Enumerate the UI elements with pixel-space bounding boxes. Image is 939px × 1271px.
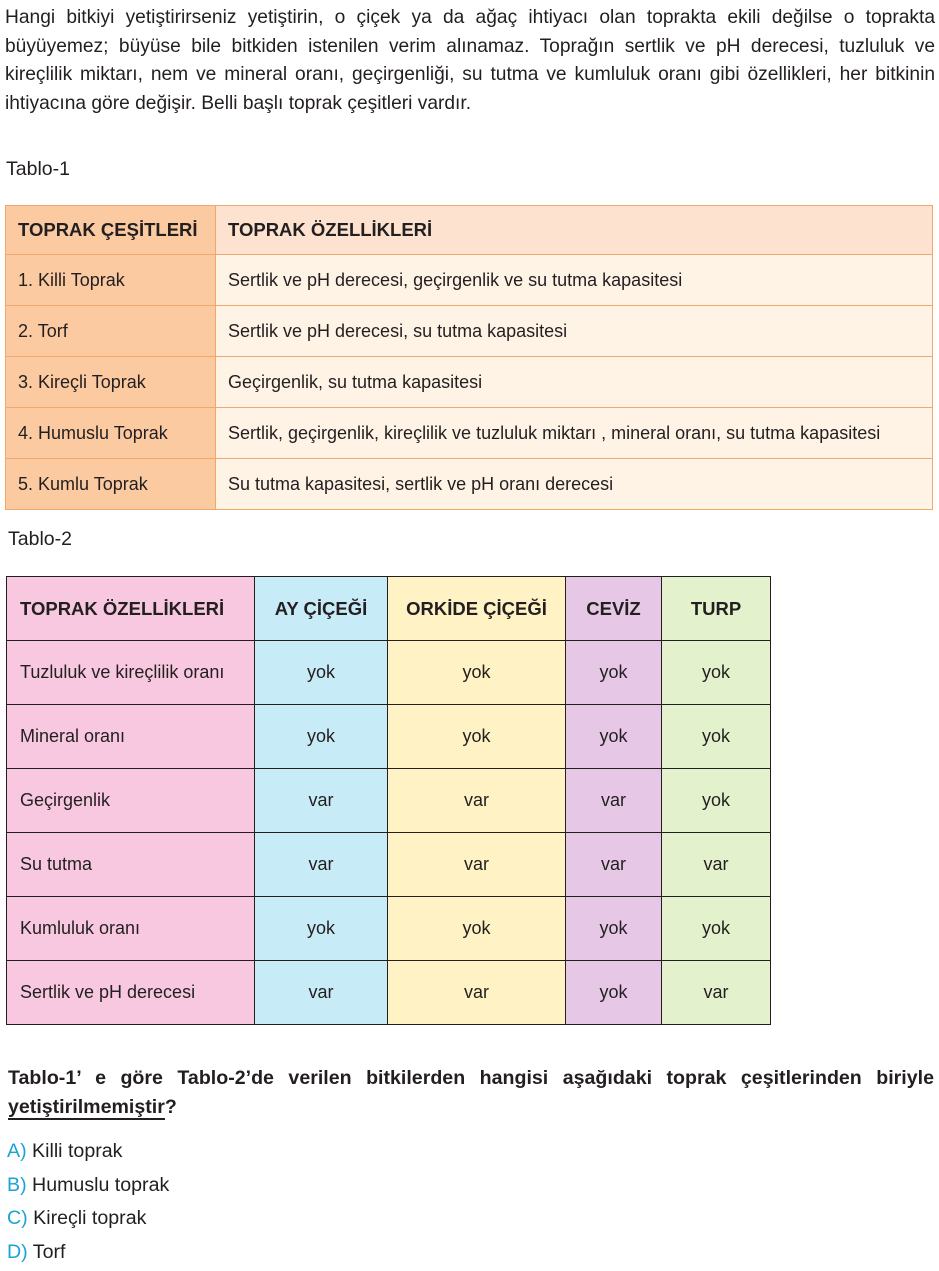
walnut-cell: var [566, 833, 662, 897]
radish-cell: yok [662, 641, 771, 705]
property-cell: Mineral oranı [7, 705, 255, 769]
option-letter: D) [7, 1241, 28, 1264]
radish-cell: yok [662, 769, 771, 833]
sunflower-cell: yok [255, 641, 388, 705]
table-row [7, 833, 771, 897]
soil-type-cell: 3. Kireçli Toprak [6, 357, 216, 408]
table-row [7, 641, 771, 705]
table2-header-walnut: CEVİZ [566, 577, 662, 641]
radish-cell: var [662, 961, 771, 1025]
walnut-cell: yok [566, 961, 662, 1025]
question-text [8, 1064, 934, 1122]
table-row [6, 408, 933, 459]
option-c[interactable] [7, 1203, 169, 1237]
table2-header-row [7, 577, 771, 641]
option-text: Torf [32, 1241, 66, 1264]
soil-property-cell: Geçirgenlik, su tutma kapasitesi [216, 357, 933, 408]
option-text: Killi toprak [32, 1140, 123, 1162]
option-b[interactable] [7, 1170, 169, 1204]
intro-paragraph: Hangi bitkiyi yetiştirirseniz yetiştirin, o çiçek ya da ağaç ihtiyacı olan toprakta ekili değilse o toprakta büyüyemez; büyüse bile bitkiden istenilen verim alınamaz. Toprağın sertlik ve pH derecesi, tuzluluk ve kireçlilik miktarı, nem ve mineral oranı, geçirgenliği, su tutma ve kumluluk oranı gibi özellikleri, her bitkinin ihtiyacına göre değişir. Belli başlı toprak çeşitleri vardır. [5, 7, 935, 114]
soil-property-cell: Su tutma kapasitesi, sertlik ve pH oranı derecesi [216, 459, 933, 510]
table1-header-row [6, 206, 933, 255]
orchid-cell: var [388, 769, 566, 833]
soil-type-cell: 5. Kumlu Toprak [6, 459, 216, 510]
table-row [6, 255, 933, 306]
table-row [6, 306, 933, 357]
radish-cell: yok [662, 705, 771, 769]
option-a[interactable] [7, 1136, 169, 1170]
option-letter: A) [7, 1140, 27, 1162]
plant-needs-table [6, 576, 771, 1025]
table1-header-soil-properties: TOPRAK ÖZELLİKLERİ [216, 206, 933, 255]
orchid-cell: var [388, 833, 566, 897]
answer-options [7, 1136, 169, 1271]
table-row [7, 769, 771, 833]
property-cell: Tuzluluk ve kireçlilik oranı [7, 641, 255, 705]
option-text: Kireçli toprak [33, 1207, 147, 1230]
sunflower-cell: yok [255, 705, 388, 769]
walnut-cell: yok [566, 705, 662, 769]
property-cell: Su tutma [7, 833, 255, 897]
orchid-cell: yok [388, 641, 566, 705]
property-cell: Geçirgenlik [7, 769, 255, 833]
property-cell: Sertlik ve pH derecesi [7, 961, 255, 1025]
walnut-cell: var [566, 769, 662, 833]
option-letter: B) [7, 1173, 27, 1196]
table-row [6, 459, 933, 510]
orchid-cell: yok [388, 897, 566, 961]
walnut-cell: yok [566, 897, 662, 961]
soil-property-cell: Sertlik, geçirgenlik, kireçlilik ve tuzluluk miktarı , mineral oranı, su tutma kapasitesi [216, 408, 933, 459]
option-text: Humuslu toprak [32, 1173, 170, 1196]
option-letter: C) [7, 1207, 28, 1230]
sunflower-cell: var [255, 833, 388, 897]
question-mark: ? [164, 1096, 177, 1118]
table1-caption: Tablo-1 [6, 158, 70, 180]
table2-caption: Tablo-2 [8, 528, 72, 550]
property-cell: Kumluluk oranı [7, 897, 255, 961]
orchid-cell: yok [388, 705, 566, 769]
orchid-cell: var [388, 961, 566, 1025]
table-row [7, 897, 771, 961]
question-emphasis: yetiştirilmemiştir [8, 1096, 165, 1118]
radish-cell: var [662, 833, 771, 897]
table-row [7, 705, 771, 769]
sunflower-cell: yok [255, 897, 388, 961]
option-d[interactable] [7, 1237, 169, 1271]
table2-header-radish: TURP [662, 577, 771, 641]
table2-header-properties: TOPRAK ÖZELLİKLERİ [7, 577, 255, 641]
table-row [6, 357, 933, 408]
sunflower-cell: var [255, 961, 388, 1025]
radish-cell: yok [662, 897, 771, 961]
sunflower-cell: var [255, 769, 388, 833]
soil-type-cell: 4. Humuslu Toprak [6, 408, 216, 459]
table2-header-sunflower: AY ÇİÇEĞİ [255, 577, 388, 641]
soil-type-cell: 2. Torf [6, 306, 216, 357]
soil-property-cell: Sertlik ve pH derecesi, geçirgenlik ve su tutma kapasitesi [216, 255, 933, 306]
soil-type-cell: 1. Killi Toprak [6, 255, 216, 306]
table-row [7, 961, 771, 1025]
walnut-cell: yok [566, 641, 662, 705]
question-body: Tablo-1’ e göre Tablo-2’de verilen bitkilerden hangisi aşağıdaki toprak çeşitlerinden biriyle [8, 1067, 934, 1089]
table2-header-orchid: ORKİDE ÇİÇEĞİ [388, 577, 566, 641]
soil-property-cell: Sertlik ve pH derecesi, su tutma kapasitesi [216, 306, 933, 357]
soil-types-table [5, 205, 933, 510]
table1-header-soil-types: TOPRAK ÇEŞİTLERİ [6, 206, 216, 255]
